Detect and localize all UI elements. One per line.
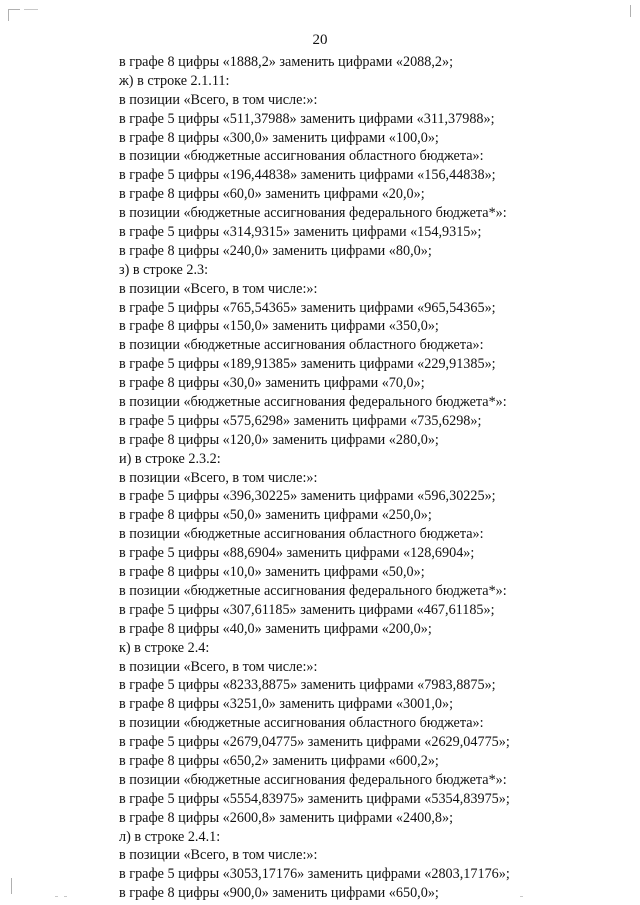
scan-dash-mark	[55, 896, 58, 897]
text-line: в графе 8 цифры «10,0» заменить цифрами «50,0»;	[119, 564, 425, 581]
text-line: л) в строке 2.4.1:	[119, 828, 221, 845]
scan-corner-mark	[8, 9, 20, 10]
text-line: в графе 8 цифры «40,0» заменить цифрами «200,0»;	[119, 620, 432, 637]
text-line: в позиции «бюджетные ассигнования областного бюджета»:	[119, 148, 484, 165]
text-line: в позиции «бюджетные ассигнования федерального бюджета*»:	[119, 394, 507, 411]
text-line: в позиции «бюджетные ассигнования областного бюджета»:	[119, 715, 484, 732]
text-line: в графе 5 цифры «307,61185» заменить цифрами «467,61185»;	[119, 601, 495, 618]
document-body	[119, 53, 619, 903]
text-line: в позиции «Всего, в том числе:»:	[119, 847, 318, 864]
text-line: в графе 8 цифры «240,0» заменить цифрами «80,0»;	[119, 242, 432, 259]
text-line: в графе 5 цифры «765,54365» заменить цифрами «965,54365»;	[119, 299, 496, 316]
text-line: в графе 8 цифры «1888,2» заменить цифрами «2088,2»;	[119, 54, 454, 70]
text-line: в графе 5 цифры «314,9315» заменить цифрами «154,9315»;	[119, 224, 482, 241]
text-line: в позиции «Всего, в том числе:»:	[119, 469, 318, 486]
text-line: в графе 8 цифры «30,0» заменить цифрами «70,0»;	[119, 375, 425, 392]
text-line: в графе 8 цифры «50,0» заменить цифрами «250,0»;	[119, 507, 432, 524]
text-line: в графе 8 цифры «2600,8» заменить цифрами «2400,8»;	[119, 809, 454, 826]
text-line: в позиции «бюджетные ассигнования федерального бюджета*»:	[119, 582, 507, 599]
text-line: в графе 8 цифры «3251,0» заменить цифрами «3001,0»;	[119, 696, 454, 713]
text-line: в позиции «бюджетные ассигнования областного бюджета»:	[119, 337, 484, 354]
text-line: в графе 8 цифры «300,0» заменить цифрами «100,0»;	[119, 129, 439, 146]
text-line: в графе 8 цифры «60,0» заменить цифрами «20,0»;	[119, 186, 425, 203]
text-line: в графе 5 цифры «196,44838» заменить цифрами «156,44838»;	[119, 167, 496, 184]
scan-dash-mark	[24, 9, 38, 10]
text-line: в позиции «Всего, в том числе:»:	[119, 91, 318, 108]
text-line: в графе 5 цифры «189,91385» заменить цифрами «229,91385»;	[119, 356, 496, 373]
text-line: в позиции «бюджетные ассигнования федерального бюджета*»:	[119, 205, 507, 222]
text-line: в графе 5 цифры «8233,8875» заменить цифрами «7983,8875»;	[119, 677, 496, 694]
scan-dash-mark	[64, 896, 67, 897]
page-number: 20	[312, 32, 328, 48]
text-line: в позиции «Всего, в том числе:»:	[119, 280, 318, 297]
text-line: в графе 5 цифры «511,37988» заменить цифрами «311,37988»;	[119, 110, 495, 127]
text-line: в графе 5 цифры «396,30225» заменить цифрами «596,30225»;	[119, 488, 496, 505]
text-line: к) в строке 2.4:	[119, 639, 210, 656]
text-line: з) в строке 2.3:	[119, 261, 209, 278]
scan-corner-mark	[8, 9, 9, 21]
text-line: в позиции «Всего, в том числе:»:	[119, 658, 318, 675]
text-line: в графе 5 цифры «3053,17176» заменить цифрами «2803,17176»;	[119, 866, 510, 883]
scan-corner-mark	[630, 5, 631, 17]
text-line: в позиции «бюджетные ассигнования федерального бюджета*»:	[119, 771, 507, 788]
text-line: в графе 5 цифры «88,6904» заменить цифрами «128,6904»;	[119, 545, 475, 562]
scan-corner-mark	[11, 878, 12, 894]
text-line: в графе 8 цифры «900,0» заменить цифрами «650,0»;	[119, 885, 439, 902]
text-line: в графе 5 цифры «5554,83975» заменить цифрами «5354,83975»;	[119, 790, 510, 807]
text-line: в графе 5 цифры «2679,04775» заменить цифрами «2629,04775»;	[119, 734, 510, 751]
text-line: в графе 8 цифры «150,0» заменить цифрами «350,0»;	[119, 318, 439, 335]
text-line: в графе 5 цифры «575,6298» заменить цифрами «735,6298»;	[119, 412, 482, 429]
text-line: в графе 8 цифры «650,2» заменить цифрами «600,2»;	[119, 752, 439, 769]
text-line: в позиции «бюджетные ассигнования областного бюджета»:	[119, 526, 484, 543]
text-line: ж) в строке 2.1.11:	[119, 72, 230, 89]
text-line: в графе 8 цифры «120,0» заменить цифрами «280,0»;	[119, 431, 439, 448]
text-line: и) в строке 2.3.2:	[119, 450, 221, 467]
